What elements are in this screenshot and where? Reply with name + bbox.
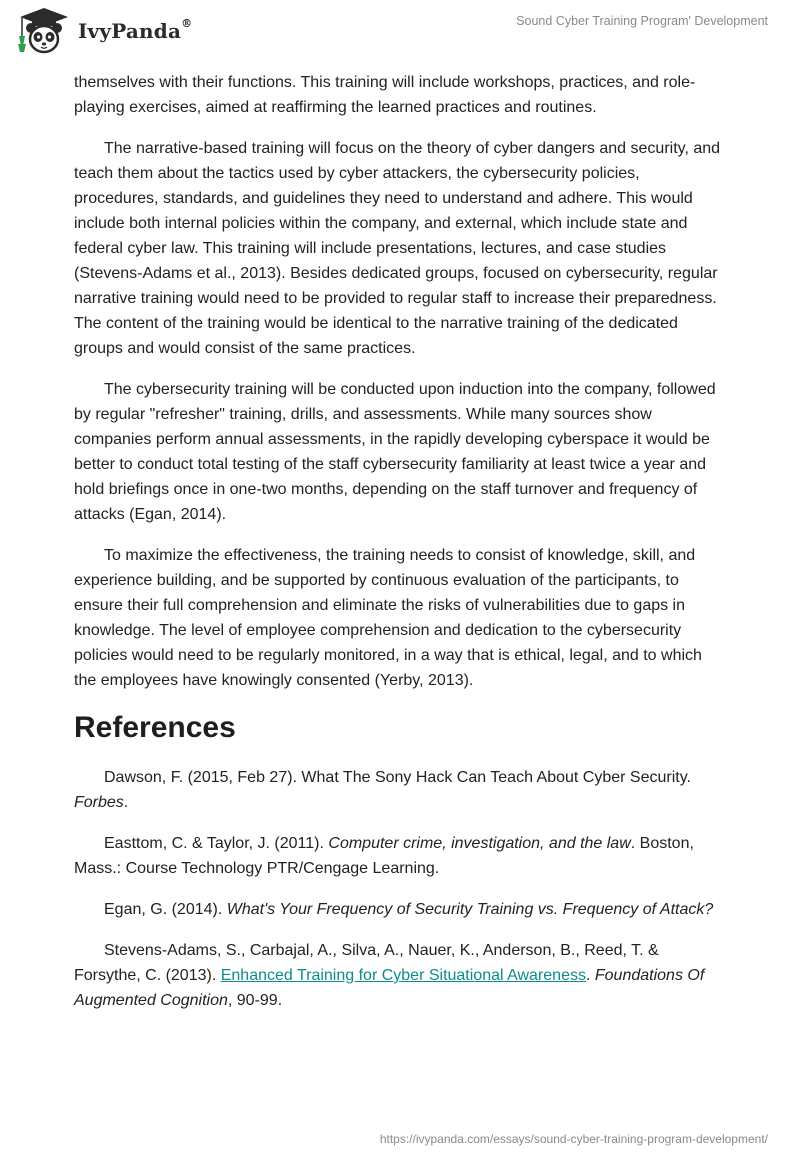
essay-body xyxy=(74,70,724,1029)
references-heading: References xyxy=(74,711,236,744)
body-paragraph: themselves with their functions. This training will include workshops, practices, and role-playing exercises, aimed at reaffirming the learned practices and routines. xyxy=(74,74,696,116)
panda-graduate-icon xyxy=(14,6,74,56)
reference-item: Egan, G. (2014). What's Your Frequency of Security Training vs. Frequency of Attack? xyxy=(104,901,714,918)
ivypanda-logo[interactable] xyxy=(14,6,192,56)
reference-item: Dawson, F. (2015, Feb 27). What The Sony Hack Can Teach About Cyber Security. Forbes. xyxy=(74,769,691,811)
reference-item: Stevens-Adams, S., Carbajal, A., Silva, A., Nauer, K., Anderson, B., Reed, T. & Forsythe, C. (2013). Enhanced Training for Cyber Situational Awareness. Foundations Of Augmented Cognition, 90-99. xyxy=(74,942,705,1009)
body-paragraph: To maximize the effectiveness, the training needs to consist of knowledge, skill, and experience building, and be supported by continuous evaluation of the participants, to ensure their full comprehension and eliminate the risks of vulnerabilities due to gaps in knowledge. The level of employee comprehension and dedication to the cybersecurity policies would need to be regularly monitored, in a way that is ethical, legal, and to which the employees have knowingly consented (Yerby, 2013). xyxy=(74,547,702,689)
reference-item: Easttom, C. & Taylor, J. (2011). Computer crime, investigation, and the law. Boston, Mass.: Course Technology PTR/Cengage Learning. xyxy=(74,835,694,877)
source-url[interactable]: https://ivypanda.com/essays/sound-cyber-training-program-development/ xyxy=(379,1132,768,1146)
body-paragraph: The cybersecurity training will be conducted upon induction into the company, followed by regular "refresher" training, drills, and assessments. While many sources show companies perform annual assessments, in the rapidly developing cyberspace it would be better to conduct total testing of the staff cybersecurity familiarity at least twice a year and hold briefings once in one-two months, depending on the staff turnover and frequency of attacks (Egan, 2014). xyxy=(74,381,716,523)
page-header xyxy=(0,0,800,62)
reference-link[interactable]: Enhanced Training for Cyber Situational Awareness xyxy=(220,967,586,984)
body-paragraph: The narrative-based training will focus on the theory of cyber dangers and security, and teach them about the tactics used by cyber attackers, the cybersecurity policies, procedures, standards, and guidelines they need to understand and adhere. This would include both internal policies within the company, and external, which include state and federal cyber law. This training will include presentations, lectures, and case studies (Stevens-Adams et al., 2013). Besides dedicated groups, focused on cybersecurity, regular narrative training would need to be provided to regular staff to increase their preparedness. The content of the training would be identical to the narrative training of the dedicated groups and would consist of the same practices. xyxy=(74,140,721,357)
brand-name: IvyPanda® xyxy=(78,17,193,43)
document-title: Sound Cyber Training Program' Development xyxy=(516,14,768,28)
